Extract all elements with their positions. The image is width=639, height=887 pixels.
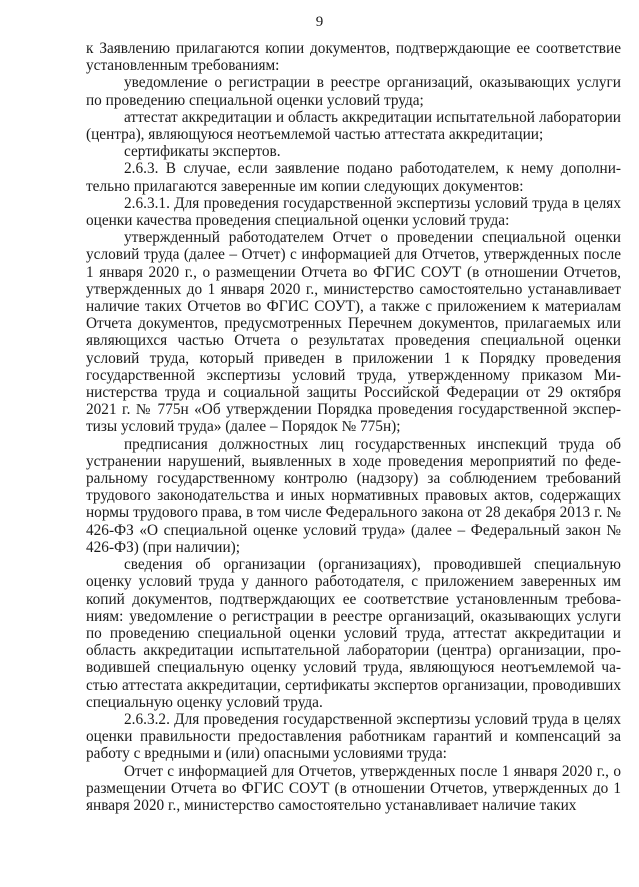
paragraph-7: утвержденный работодателем Отчет о проведении специальной оценки условий труда (далее – Отчет) с информацией для Отчетов, утвержденных после 1 января 2020 г., о размещении Отчета во ФГИС СОУТ (в отношении Отчетов, утвержденных до 1 января 2020 г., министерство самостоятельно устанавливает наличие таких Отчетов во ФГИС СОУТ), а также с приложением к материалам Отчета документов, предусмотренных Перечнем документов, прилагаемых или являющихся частью Отчета о результатах проведения специальной оценки условий труда, который приведен в приложении 1 к Порядку проведения государственной экспертизы условий труда, утвержденному приказом Министерства труда и социальной защиты Российской Федерации от 29 октября 2021 г. № 775н «Об утверждении Порядка проведения государственной экспертизы условий труда» (далее – Порядок № 775н); (86, 229, 621, 436)
paragraph-9: сведения об организации (организациях), проводившей специальную оценку условий труда у данного работодателя, с приложением заверенных им копий документов, подтверждающих ее соответствие установленным требованиям: уведомление о регистрации в реестре организаций, оказывающих услуги по проведению специальной оценки условий труда, аттестат аккредитации и область аккредитации испытательной лаборатории (центра) организации, проводившей специальную оценку условий труда, являющуюся неотъемлемой частью аттестата аккредитации, сертификаты экспертов организации, проводивших специальную оценку условий труда. (86, 556, 621, 711)
paragraph-5: 2.6.3. В случае, если заявление подано работодателем, к нему дополнительно прилагаются заверенные им копии следующих документов: (86, 160, 621, 195)
paragraph-3: аттестат аккредитации и область аккредитации испытательной лаборатории (центра), являющуюся неотъемлемой частью аттестата аккредитации; (86, 108, 621, 144)
paragraph-11: Отчет с информацией для Отчетов, утвержденных после 1 января 2020 г., о размещении Отчета во ФГИС СОУТ (в отношении Отчетов, утвержденных до 1 января 2020 г., министерство самостоятельно устанавливает наличие таких (86, 762, 621, 814)
paragraph-10: 2.6.3.2. Для проведения государственной экспертизы условий труда в целях оценки правильности предоставления работникам гарантий и компенсаций за работу с вредными и (или) опасными условиями труда: (86, 710, 621, 763)
page-number: 9 (315, 14, 324, 30)
paragraph-6: 2.6.3.1. Для проведения государственной экспертизы условий труда в целях оценки качества проведения специальной оценки условий труда: (86, 194, 621, 230)
paragraph-1: к Заявлению прилагаются копии документов, подтверждающие ее соответствие установленным требованиям: (86, 40, 621, 75)
document-body (86, 40, 621, 814)
paragraph-4: сертификаты экспертов. (124, 143, 281, 161)
paragraph-2: уведомление о регистрации в реестре организаций, оказывающих услуги по проведению специальной оценки условий труда; (86, 74, 621, 109)
paragraph-8: предписания должностных лиц государственных инспекций труда об устранении нарушений, выявленных в ходе проведения мероприятий по федеральному государственному контролю (надзору) за соблюдением требований трудового законодательства и иных нормативных правовых актов, содержащих нормы трудового права, в том числе Федерального закона от 28 декабря 2013 г. № 426-ФЗ «О специальной оценке условий труда» (далее – Федеральный закон № 426-ФЗ) (при наличии); (86, 435, 621, 556)
